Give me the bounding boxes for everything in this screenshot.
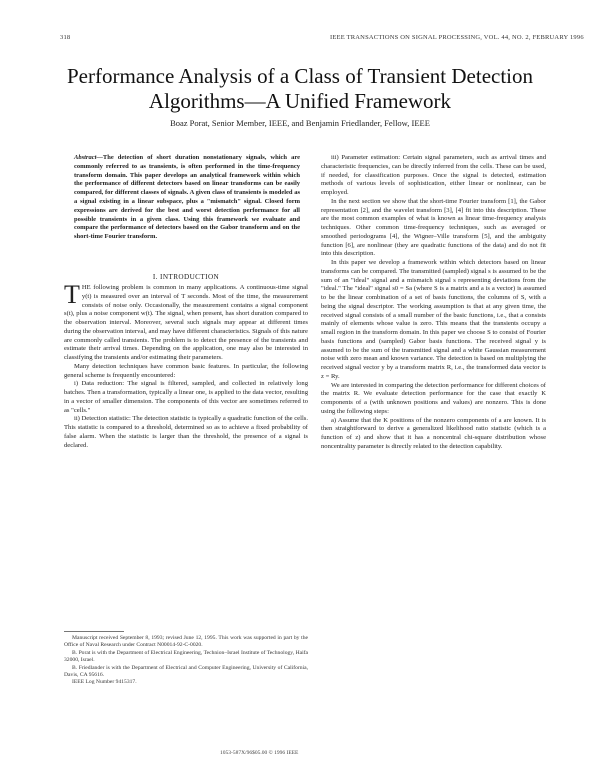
footnote: Manuscript received September 8, 1993; revised June 12, 1995. This work was supported in part by the Office of Naval Research under Contract N00014-92-C-0020.	[64, 635, 308, 649]
footnote: B. Porat is with the Department of Electrical Engineering, Technion–Israel Institute of Technology, Haifa 32000, Israel.	[64, 649, 308, 664]
abstract-text: The detection of short duration nonstationary signals, which are commonly referred to as transients, is often performed in the time-frequency transform domain. This paper develops an analytical framework within which the performance of different detectors based on linear transforms can be easily compared, for different classes of signals. A given class of transients is modeled as a signal existing in a linear subspace, plus a "mismatch" signal. Closed form expressions are derived for the best and worst detection performance for all possible transients in a given class. Using this framework we evaluate and compare the performance of detectors based on the Gabor transform and on the short-time Fourier transform.	[74, 154, 300, 241]
section-heading: I. INTRODUCTION	[152, 273, 220, 281]
intro-paragraph	[64, 280, 308, 363]
abstract-lead: Abstract—	[74, 154, 103, 161]
footnote-divider	[64, 631, 124, 632]
body-paragraph: In the next section we show that the short-time Fourier transform [1], the Gabor representation [2], and the wavelet transform [3], [4] fit into this description. These are the most common examples of what is known as linear time-frequency analysis techniques. Other common time-frequency techniques, such as averaged or smoothed periodograms [4], the Wigner–Ville transform [5], and the ambiguity function [6], are nonlinear (they are quadratic functions of the data) and do not fit into this description.	[321, 197, 546, 258]
abstract	[74, 154, 300, 242]
body-paragraph: iii) Parameter estimation: Certain signal parameters, such as arrival times and characteristic frequencies, can be directly inferred from the cells. These can be used, if needed, for classification purposes. Once the signal is detected, estimation methods of various levels of sophistication, either linear or nonlinear, can be employed.	[321, 154, 546, 196]
intro-paragraph-text: HE following problem is common in many applications. A continuous-time signal y(t) is measured over an interval of T seconds. Most of the time, the measurement consists of noise only. Occasionally, the measurement contains a signal component s(t), plus a noise component w(t). The signal, when present, has short duration compared to the observation interval. Moreover, several such signals may appear at different times during the observation interval, and may have different characteristics. Signals of this nature are commonly called transients. The problem is to detect the presence of the transients and estimate their arrival times. Depending on the application, one may also be interested in classifying the transients and/or estimating their parameters.	[64, 284, 308, 361]
author-line: Boaz Porat, Senior Member, IEEE, and Benjamin Friedlander, Fellow, IEEE	[170, 118, 430, 128]
page-number: 318	[60, 34, 71, 41]
footnotes	[64, 635, 308, 687]
body-paragraph: a) Assume that the K positions of the nonzero components of a are known. It is then straightforward to derive a generalized likelihood ratio statistic (which is a function of z) and show that it has a noncentral chi-square distribution whose noncentrality parameter is directly related to the detection capability.	[321, 416, 546, 450]
intro-paragraph: i) Data reduction: The signal is filtered, sampled, and collected in relatively long batches. Then a transformation, typically a linear one, is applied to the data vector, resulting in a vector of smaller dimension. The components of this vector are sometimes referred to as "cells."	[64, 380, 308, 414]
right-column-top	[321, 154, 546, 452]
running-header: IEEE TRANSACTIONS ON SIGNAL PROCESSING, VOL. 44, NO. 2, FEBRUARY 1996	[330, 34, 584, 41]
body-paragraph: In this paper we develop a framework within which detectors based on linear transforms can be compared. The transmitted (sampled) signal s is assumed to be the sum of an "ideal" signal and a mismatch signal s representing deviations from the "ideal." The "ideal" signal s0 = Sa (where S is a matrix and a is a vector) is assumed to be the linear combination of a set of basis functions, the columns of S, with a being the signal descriptor. The working assumption is that at any given time, the received signal consists of a small number of the basic functions, i.e., that a consists mainly of elements whose value is zero. This means that the transients occupy a small region in the transform domain. In this paper we choose S to consist of Fourier basis functions and (sampled) Gabor basis functions. The received signal y is assumed to be the sum of the transmitted signal and a white Gaussian measurement noise with zero mean and known variance. The detection is based on multiplying the received signal vector y by a transform matrix R, i.e., the transformed data vector is z = Ry.	[321, 259, 546, 380]
drop-cap: T	[64, 280, 80, 309]
footnote: B. Friedlander is with the Department of Electrical and Computer Engineering, University of California, Davis, CA 95616.	[64, 664, 308, 679]
intro-paragraph: Many detection techniques have common basic features. In particular, the following general scheme is frequently encountered:	[64, 362, 308, 379]
copyright-footer: 1053-587X/96$05.00 © 1996 IEEE	[220, 750, 299, 756]
intro-paragraph: ii) Detection statistic: The detection statistic is typically a quadratic function of the cells. This statistic is compared to a threshold, determined so as to achieve a fixed probability of false alarm. When the statistic is larger than the threshold, the presence of a signal is declared.	[64, 415, 308, 449]
body-paragraph: We are interested in comparing the detection performance for different choices of the matrix R. We evaluate detection performance for the case that exactly K components of a (with unknown positions and values) are nonzero. This is done using the following steps:	[321, 381, 546, 415]
paper-title: Performance Analysis of a Class of Transient Detection Algorithms—A Unified Framework	[67, 64, 533, 113]
footnote: IEEE Log Number 9415317.	[72, 679, 137, 686]
intro-body	[64, 280, 308, 450]
